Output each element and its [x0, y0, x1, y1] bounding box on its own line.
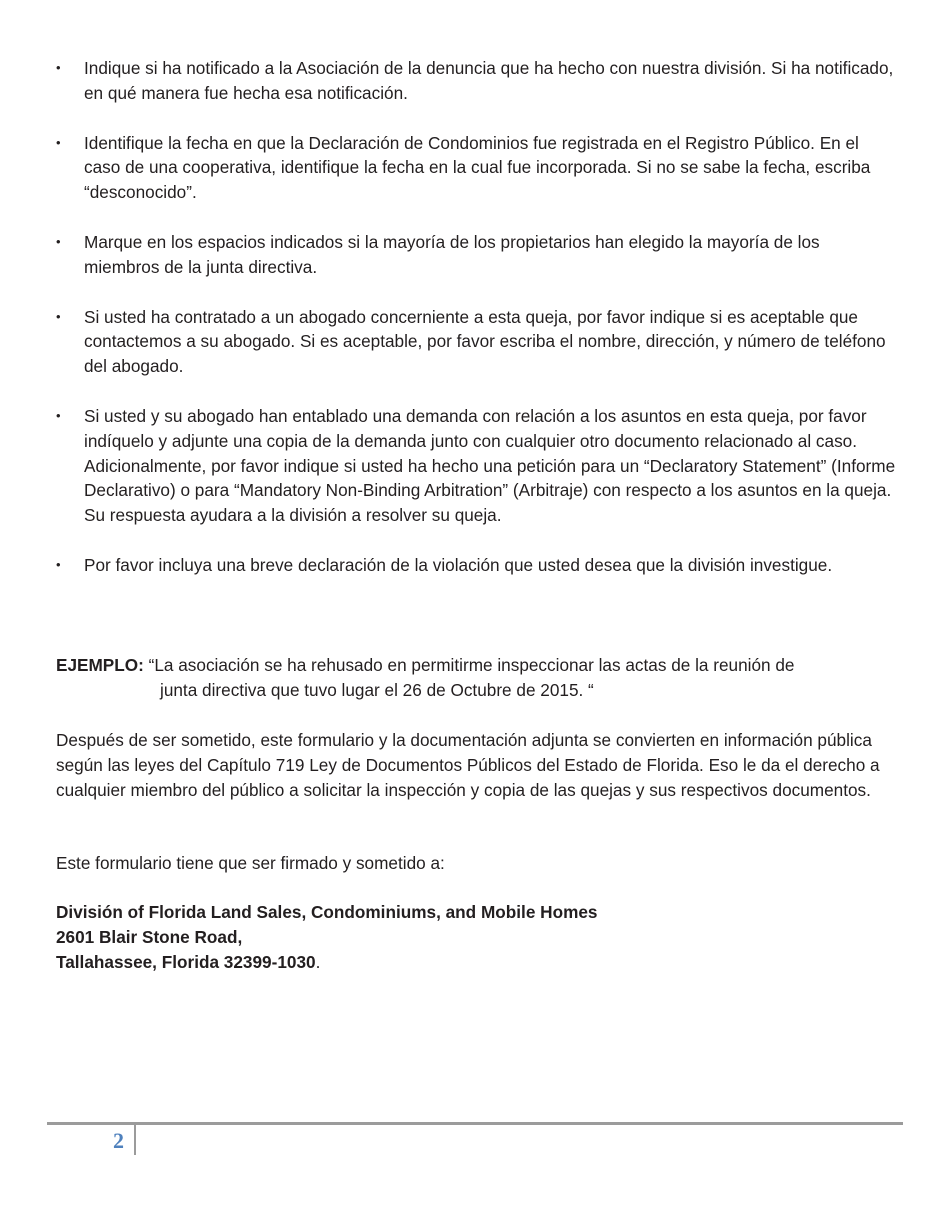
address-line-1: División of Florida Land Sales, Condominiums, and Mobile Homes	[56, 902, 598, 922]
example-text-2: junta directiva que tuvo lugar el 26 de Octubre de 2015. “	[160, 679, 594, 700]
example-label: EJEMPLO:	[56, 655, 144, 675]
public-records-paragraph: Después de ser sometido, este formulario y la documentación adjunta se convierten en información pública según las leyes del Capítulo 719 Ley de Documentos Públicos del Estado de Florida. Eso le da el derecho a cualquier miembro del público a solicitar la inspección y copia de las quejas y sus respectivos documentos.	[56, 730, 880, 800]
bullet-text: Marque en los espacios indicados si la mayoría de los propietarios han elegido la mayoría de los miembros de la junta directiva.	[84, 231, 820, 277]
page-number-divider	[134, 1125, 136, 1155]
bullet-icon: •	[56, 233, 61, 249]
bullet-text: Identifique la fecha en que la Declaración de Condominios fue registrada en el Registro Público. En el caso de una cooperativa, identifique la fecha en la cual fue incorporada. Si no se sabe la fecha, escriba “desconocido”.	[84, 132, 871, 203]
address-line-3: Tallahassee, Florida 32399-1030	[56, 951, 316, 972]
bullet-text: Por favor incluya una breve declaración de la violación que usted desea que la división investigue.	[84, 554, 833, 575]
bullet-text: Indique si ha notificado a la Asociación de la denuncia que ha hecho con nuestra división. Si ha notificado, en qué manera fue hecha esa notificación.	[84, 58, 894, 103]
bullet-icon: •	[56, 407, 61, 423]
mailing-address	[56, 900, 896, 974]
bullet-item-lawsuit	[56, 404, 896, 528]
bullet-item-attorney	[56, 305, 896, 379]
submit-instruction-paragraph: Este formulario tiene que ser firmado y sometido a:	[56, 853, 445, 873]
address-line-2: 2601 Blair Stone Road,	[56, 926, 243, 947]
footer-rule	[47, 1122, 903, 1125]
bullet-icon: •	[56, 134, 61, 150]
example-text-1: “La asociación se ha rehusado en permitirme inspeccionar las actas de la reunión de	[143, 655, 795, 675]
bullet-text: Si usted y su abogado han entablado una demanda con relación a los asuntos en esta queja, por favor indíquelo y adjunte una copia de la demanda junto con cualquier otro documento relacionado al caso. Adicionalmente, por favor indique si usted ha hecho una petición para un “Declaratory Statement” (Informe Declarativo) o para “Mandatory Non-Binding Arbitration” (Arbitraje) con respecto a los asuntos en la queja. Su respuesta ayudara a la división a resolver su queja.	[84, 405, 896, 526]
bullet-item-notification	[56, 56, 896, 106]
bullet-icon: •	[56, 60, 61, 75]
bullet-item-violation-statement	[56, 553, 896, 578]
bullet-item-board-majority	[56, 230, 896, 280]
bullet-icon: •	[56, 308, 61, 324]
example-line-1	[56, 653, 896, 678]
example-block	[56, 653, 896, 703]
bullet-item-declaration-date	[56, 131, 896, 205]
bullet-text: Si usted ha contratado a un abogado concerniente a esta queja, por favor indique si es aceptable que contactemos a su abogado. Si es aceptable, por favor escriba el nombre, dirección, y número de teléfono del abogado.	[84, 306, 886, 377]
bullet-icon: •	[56, 556, 61, 572]
address-line-3-wrapper	[56, 950, 896, 975]
instruction-bullet-list	[56, 56, 896, 603]
page-number: 2	[113, 1128, 124, 1153]
address-trailing-period: .	[315, 951, 321, 972]
